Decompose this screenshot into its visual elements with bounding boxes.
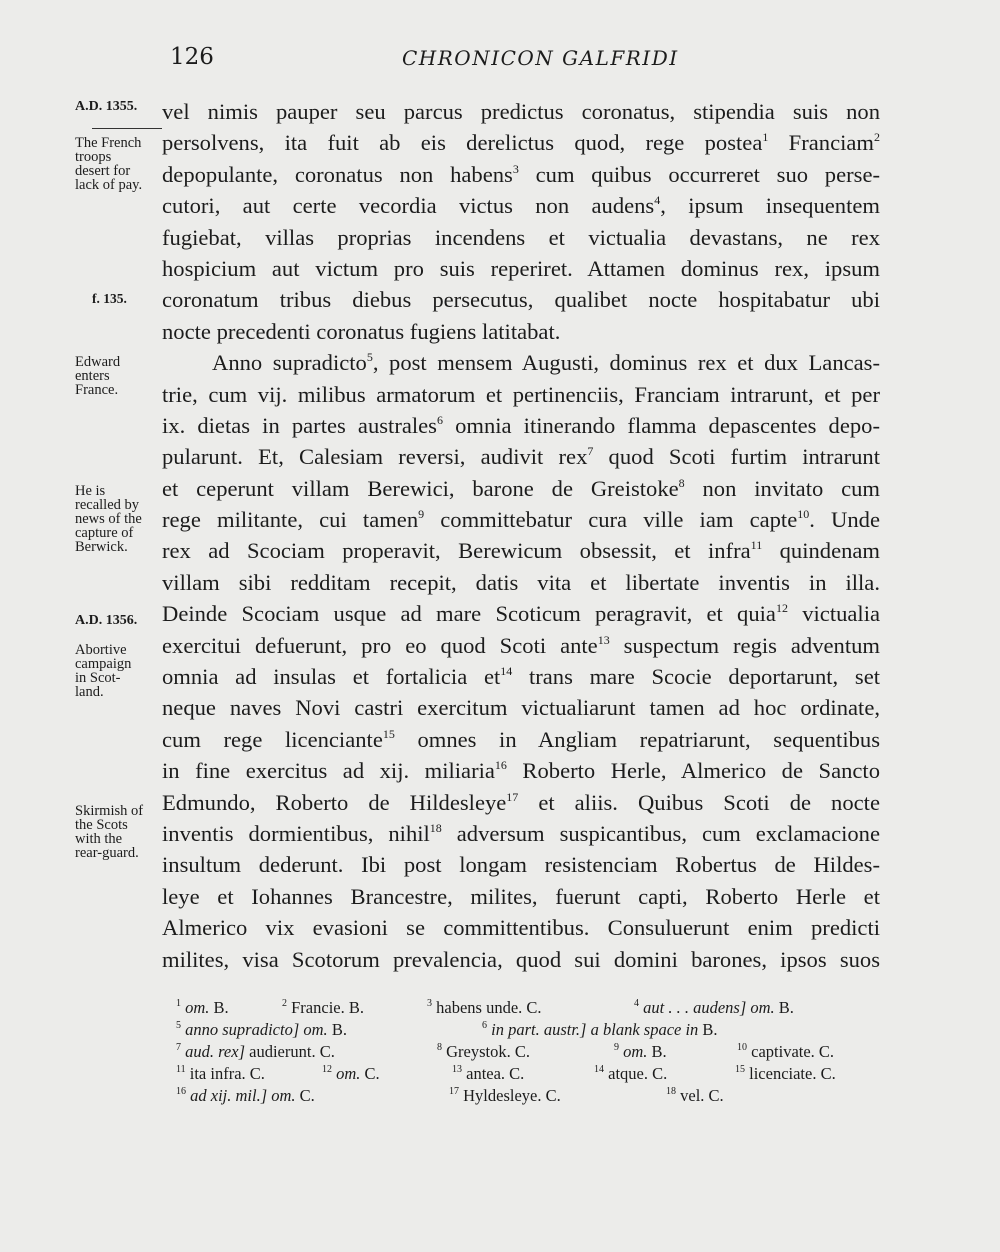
footnote-text: C. xyxy=(360,1064,380,1083)
footnote-italic: om. xyxy=(185,998,210,1017)
footnote-number: 15 xyxy=(735,1064,745,1075)
text-line xyxy=(162,222,880,253)
running-title: CHRONICON GALFRIDI xyxy=(402,46,679,70)
text-segment: omnia ad insulas et fortalicia et xyxy=(162,664,501,690)
margin-line: recalled by xyxy=(75,497,140,513)
margin-line: lack of pay. xyxy=(75,177,143,193)
margin-line: with the xyxy=(75,831,123,847)
footnote-ref: 2 xyxy=(874,130,880,145)
text-segment: quindenam xyxy=(762,538,881,564)
footnote-text: audierunt. C. xyxy=(245,1042,335,1061)
text-segment: hospicium aut victum pro suis reperiret. Attamen dominus rex, ipsum xyxy=(162,255,880,281)
footnote-italic: aut . . . audens] xyxy=(643,998,747,1017)
text-segment: , post mensem Augusti, dominus rex et dux Lancas- xyxy=(372,350,880,376)
footnote-number: 6 xyxy=(482,1020,487,1031)
footnote-italic: om. xyxy=(336,1064,361,1083)
footnote-text: B. xyxy=(647,1042,667,1061)
footnote-1 xyxy=(176,998,229,1018)
footnote-number: 8 xyxy=(437,1042,442,1053)
text-line xyxy=(162,316,880,347)
footnote-text: B. xyxy=(698,1020,718,1039)
footnote-text: vel. C. xyxy=(680,1086,724,1105)
footnote-number: 18 xyxy=(666,1086,676,1097)
text-segment: , ipsum insequentem xyxy=(660,193,880,219)
footnote-ref: 8 xyxy=(678,475,685,490)
text-line xyxy=(162,379,880,410)
footnote-ref: 12 xyxy=(775,601,788,616)
text-segment: et ceperunt villam Berewici, barone de Greistoke xyxy=(162,475,679,501)
margin-note-recalled xyxy=(75,484,163,554)
footnote-9 xyxy=(614,1042,667,1062)
text-segment: exercitui defuerunt, pro eo quod Scoti ante xyxy=(162,632,598,658)
footnote-15 xyxy=(735,1064,836,1084)
footnote-ref: 4 xyxy=(654,193,661,208)
footnote-3 xyxy=(427,998,542,1018)
footnote-ref: 13 xyxy=(597,632,610,647)
footnote-text: ita infra. C. xyxy=(189,1064,265,1083)
footnote-number: 4 xyxy=(634,998,639,1009)
text-segment: vel nimis pauper seu parcus predictus coronatus, stipendia suis non xyxy=(162,99,880,124)
margin-line: Edward xyxy=(75,354,121,370)
footnote-italic: om. xyxy=(623,1042,648,1061)
footnote-ref: 16 xyxy=(494,758,507,773)
footnote-italic: om. xyxy=(303,1020,328,1039)
footnote-text: Hyldesleye. C. xyxy=(463,1086,561,1105)
footnote-13 xyxy=(452,1064,524,1084)
margin-line: land. xyxy=(75,684,104,700)
footnote-number: 12 xyxy=(322,1064,332,1075)
text-segment: trie, cum vij. milibus armatorum et pertinenciis, Franciam intrarunt, et per xyxy=(162,381,880,407)
footnote-ref: 3 xyxy=(512,161,519,176)
text-segment: Roberto Herle, Almerico de Sancto xyxy=(506,758,880,784)
footnote-number: 9 xyxy=(614,1042,619,1053)
text-line xyxy=(162,159,880,190)
text-segment: cum quibus occurreret suo perse- xyxy=(518,161,880,187)
footnote-text: Greystok. C. xyxy=(446,1042,530,1061)
text-line xyxy=(162,127,880,158)
text-line xyxy=(162,661,880,692)
footnote-text: licenciate. C. xyxy=(749,1064,836,1083)
text-line xyxy=(162,630,880,661)
margin-line: campaign xyxy=(75,656,132,672)
margin-line: the Scots xyxy=(75,817,128,833)
footnote-italic: anno supradicto] xyxy=(185,1020,300,1039)
margin-line: rear-guard. xyxy=(75,845,139,861)
footnote-ref: 1 xyxy=(762,130,769,145)
text-segment: omnia itinerando flamma depascentes depo- xyxy=(442,412,880,438)
text-segment: omnes in Angliam repatriarunt, sequentibus xyxy=(394,726,880,752)
footnote-text: atque. C. xyxy=(608,1064,668,1083)
text-segment: . Unde xyxy=(809,507,880,533)
margin-line: Berwick. xyxy=(75,539,128,555)
footnote-ref: 6 xyxy=(436,412,443,427)
main-text xyxy=(162,96,880,975)
margin-note-abortive xyxy=(75,643,163,699)
footnote-number: 17 xyxy=(449,1086,459,1097)
page-number: 126 xyxy=(170,44,214,70)
footnote-number: 2 xyxy=(282,998,287,1009)
margin-line: He is xyxy=(75,483,106,499)
footnote-italic: aud. rex] xyxy=(185,1042,246,1061)
text-line xyxy=(162,849,880,880)
text-segment: inventis dormientibus, nihil xyxy=(162,820,430,846)
footnote-number: 13 xyxy=(452,1064,462,1075)
footnote-12 xyxy=(322,1064,380,1084)
text-line xyxy=(162,347,880,378)
footnote-italic: in part. austr.] xyxy=(491,1020,587,1039)
margin-line: Abortive xyxy=(75,642,127,658)
footnote-number: 16 xyxy=(176,1086,186,1097)
text-line xyxy=(162,535,880,566)
text-segment: in fine exercitus ad xij. miliaria xyxy=(162,758,495,784)
margin-line: The French xyxy=(75,135,142,151)
footnote-8 xyxy=(437,1042,530,1062)
margin-line: Skirmish of xyxy=(75,803,144,819)
footnote-ref: 15 xyxy=(382,726,395,741)
text-line xyxy=(162,284,880,315)
footnote-number: 1 xyxy=(176,998,181,1009)
margin-note-french-desert xyxy=(75,136,163,192)
margin-line: in Scot- xyxy=(75,670,121,686)
text-line xyxy=(162,944,880,975)
footnote-5 xyxy=(176,1020,347,1040)
margin-note-skirmish xyxy=(75,804,163,860)
text-segment: Edmundo, Roberto de Hildesleye xyxy=(162,789,507,815)
text-segment: rege militante, cui tamen xyxy=(162,507,419,533)
text-segment: Almerico vix evasioni se committentibus. Consuluerunt enim predicti xyxy=(162,915,880,941)
text-line xyxy=(162,96,880,127)
footnote-2 xyxy=(282,998,364,1018)
footnote-7 xyxy=(176,1042,335,1062)
footnote-18 xyxy=(666,1086,724,1106)
footnote-ref: 7 xyxy=(587,444,594,459)
text-line xyxy=(162,473,880,504)
footnote-17 xyxy=(449,1086,561,1106)
footnote-number: 10 xyxy=(737,1042,747,1053)
text-segment: committebatur cura ville iam capte xyxy=(424,507,798,533)
text-line xyxy=(162,724,880,755)
text-segment: neque naves Novi castri exercitum victualiarunt tamen ad hoc ordinate, xyxy=(162,695,880,721)
text-segment: depopulante, coronatus non habens xyxy=(162,161,513,187)
footnote-italic: ad xij. mil.] xyxy=(190,1086,268,1105)
footnote-text: B. xyxy=(774,998,794,1017)
footnote-text: B. xyxy=(327,1020,347,1039)
text-segment: nocte precedenti coronatus fugiens latitabat. xyxy=(162,318,561,344)
text-segment: suspectum regis adventum xyxy=(609,632,880,658)
text-segment: Franciam xyxy=(768,130,874,156)
footnote-text: B. xyxy=(209,998,229,1017)
footnote-16 xyxy=(176,1086,315,1106)
footnote-ref: 10 xyxy=(797,507,810,522)
text-segment: adversum suspicantibus, cum exclamacione xyxy=(441,820,880,846)
text-line xyxy=(162,441,880,472)
footnote-number: 5 xyxy=(176,1020,181,1031)
footnote-number: 14 xyxy=(594,1064,604,1075)
text-segment: cum rege licenciante xyxy=(162,726,383,752)
footnote-11 xyxy=(176,1064,265,1084)
footnote-text: Francie. B. xyxy=(291,998,364,1017)
text-line xyxy=(162,787,880,818)
text-line xyxy=(162,190,880,221)
footnote-number: 11 xyxy=(176,1064,186,1075)
margin-rule xyxy=(92,128,162,129)
margin-line: capture of xyxy=(75,525,134,541)
margin-line: desert for xyxy=(75,163,131,179)
footnote-text: antea. C. xyxy=(466,1064,525,1083)
margin-line: troops xyxy=(75,149,112,165)
text-segment: persolvens, ita fuit ab eis derelictus quod, rege postea xyxy=(162,130,763,156)
text-segment: pularunt. Et, Calesiam reversi, audivit rex xyxy=(162,444,588,470)
footnote-14 xyxy=(594,1064,667,1084)
text-segment: milites, visa Scotorum prevalencia, quod sui domini barones, ipsos suos xyxy=(162,946,880,972)
text-segment: et aliis. Quibus Scoti de nocte xyxy=(518,789,880,815)
footnote-ref: 17 xyxy=(506,789,519,804)
footnote-text: habens unde. C. xyxy=(436,998,542,1017)
text-segment: ix. dietas in partes australes xyxy=(162,412,437,438)
text-segment: trans mare Scocie deportarunt, set xyxy=(512,664,880,690)
text-segment: cutori, aut certe vecordia victus non audens xyxy=(162,193,655,219)
text-segment: non invitato cum xyxy=(684,475,880,501)
footnote-10 xyxy=(737,1042,834,1062)
footnote-italic: a blank space in xyxy=(590,1020,699,1039)
footnote-6 xyxy=(482,1020,718,1040)
text-segment: Deinde Scociam usque ad mare Scoticum peragravit, et quia xyxy=(162,601,776,627)
margin-year-1356: A.D. 1356. xyxy=(75,613,138,628)
margin-line: news of the xyxy=(75,511,142,527)
footnote-ref: 14 xyxy=(500,664,513,679)
text-line xyxy=(162,881,880,912)
footnote-italic: om. xyxy=(271,1086,296,1105)
text-line xyxy=(162,567,880,598)
footnote-4 xyxy=(634,998,794,1018)
text-segment: quod Scoti furtim intrarunt xyxy=(593,444,880,470)
margin-folio: f. 135. xyxy=(92,291,127,306)
text-segment: coronatum tribus diebus persecutus, qualibet nocte hospitabatur ubi xyxy=(162,287,880,313)
margin-line: France. xyxy=(75,382,119,398)
text-line xyxy=(162,504,880,535)
text-segment: rex ad Scociam properavit, Berewicum obsessit, et infra xyxy=(162,538,751,564)
text-segment: insultum dederunt. Ibi post longam resistenciam Robertus de Hildes- xyxy=(162,852,880,878)
text-segment: victualia xyxy=(787,601,881,627)
footnote-text: C. xyxy=(295,1086,315,1105)
footnote-number: 3 xyxy=(427,998,432,1009)
margin-note-edward-enters xyxy=(75,355,163,397)
text-segment: villam sibi redditam recepit, datis vita et libertate inventis in illa. xyxy=(162,569,880,595)
margin-line: enters xyxy=(75,368,110,384)
text-line xyxy=(162,253,880,284)
text-line xyxy=(162,818,880,849)
footnote-text: captivate. C. xyxy=(751,1042,835,1061)
footnote-ref: 11 xyxy=(750,538,763,553)
text-segment: fugiebat, villas proprias incendens et victualia devastans, ne rex xyxy=(162,224,880,250)
footnote-ref: 9 xyxy=(418,507,425,522)
margin-year-1355: A.D. 1355. xyxy=(75,99,138,114)
text-segment: Anno supradicto xyxy=(212,350,367,376)
text-line xyxy=(162,912,880,943)
footnote-number: 7 xyxy=(176,1042,181,1053)
text-line xyxy=(162,598,880,629)
text-line xyxy=(162,755,880,786)
footnote-ref: 18 xyxy=(429,820,442,835)
text-line xyxy=(162,410,880,441)
footnote-ref: 5 xyxy=(366,350,373,365)
text-segment: leye et Iohannes Brancestre, milites, fuerunt capti, Roberto Herle et xyxy=(162,883,880,909)
text-line xyxy=(162,692,880,723)
footnote-italic: om. xyxy=(750,998,775,1017)
